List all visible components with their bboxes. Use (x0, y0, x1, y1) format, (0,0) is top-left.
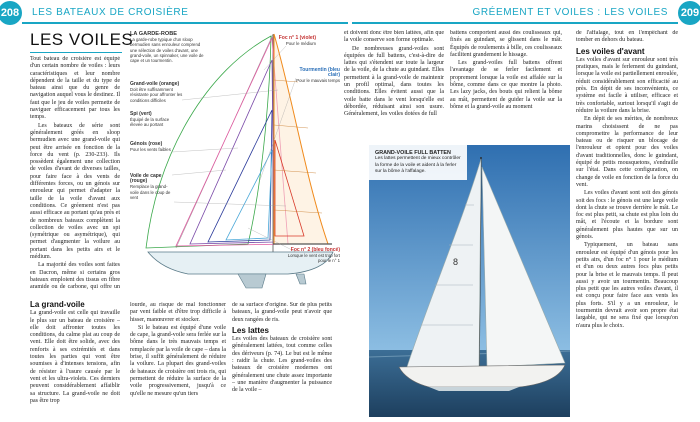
callout-text: Les lattes permettent de mieux contrôler la forme de la voile et aident à la ferler sur la bôme à l'affalage. (375, 156, 461, 174)
text-column-5 (450, 30, 562, 140)
label-foc-1 (278, 36, 316, 46)
label-title: Foc n° 1 (violet) (278, 35, 316, 41)
paragraph: Les voiles des bateaux de croisière sont généralement lattées, tout comme celles des dériveurs (p. 74). Le but est le même : raidir la chute. Les grand-voiles des bateaux de croisière modernes ont généralement une chute assez importante – une manière d'augmenter la puissance de la voile – (232, 336, 332, 394)
sailboat-photo (369, 145, 570, 417)
paragraph: La majorité des voiles sont faites en Dacron, même si certains gros bateaux emploient des tissus en fibre aramide ou de carbone, qui offre un (30, 262, 120, 290)
mainsail-outline (274, 34, 328, 244)
page-number-left: 208 (0, 1, 22, 25)
label-tourmentin (296, 68, 340, 84)
running-head-right: GRÉEMENT ET VOILES : LES VOILES (472, 7, 668, 18)
label-desc: Équipé de la surface élevée au portant (130, 117, 170, 128)
paragraph: Les voiles d'avant sur enrouleur sont très pratiques, mais le ferlement du guindant, lorsque la voile est partiellement enroulée, réduit considérablement son efficacité au près. En dépit de ses inconvénients, ce système est facile à utiliser, efficace et très confortable, surtout lorsqu'il s'agit de réduire la voilure dans la brise. (576, 56, 678, 114)
paragraph: Typiquement, un bateau sans enrouleur est équipé d'un génois pour les petits airs, d'un foc n° 1 pour le médium et d'un ou deux autres focs plus petits pour la brise et le mauvais temps. Il peut aussi y avoir un tourmentin. Beaucoup plus petit que les autres voiles d'avant, il est conçu pour faire face aux vents les plus forts. S'il y a un enrouleur, le tourmentin devrait avoir son propre étai largable, qui ne sera fixé que lorsqu'on n'aura plus le choix. (576, 242, 678, 329)
title-rule (30, 52, 122, 53)
label-title: Tourmentin (bleu clair) (299, 67, 340, 79)
paragraph: En dépit de ses mérites, de nombreux marins choisissent de ne pas compromettre la performance de leur bateau ou de risquer un blocage de l'enrouleur et optent pour des voiles d'avant traditionnelles, donc le guindant, équipé de petits mousquetons, s'endraille sur l'étai. Dans cette configuration, on change de voile en fonction de la force du vent. (576, 116, 678, 188)
paragraph: De nombreuses grand-voiles sont équipées de full battens, c'est-à-dire de lattes qui s'étendent sur toute la largeur de la voile, de la chute au guindant. Elles permettent à la grand-voile de maintenir un profil optimal, dans toutes les conditions. Elles évitent aussi que la voile batte dans le vent lorsqu'elle est débordée, réduisant ainsi son usure. Généralement, les voiles dotées de full (344, 45, 444, 118)
label-desc: Doit être suffisamment résistante pour affronter les conditions difficiles (130, 87, 183, 103)
section-heading-lattes: Les lattes (232, 325, 269, 335)
diagram-heading-block (130, 32, 208, 63)
label-desc: Remplace la grand-voile dans le coup de vent (130, 184, 171, 200)
svg-text:8: 8 (453, 257, 459, 267)
label-title: Spi (vert) (130, 111, 152, 117)
diagram-heading: LA GARDE-ROBE (130, 31, 178, 37)
label-genois (130, 142, 174, 152)
label-desc: Pour le mauvais temps (296, 78, 340, 84)
paragraph: Les grand-voiles full battens offrent l'avantage de se ferler facilement et proprement lorsque la voile est affalée sur la bôme, comme dans ce que montre la photo. Les lazy jacks, des bouts qui relient la bôme au mât, permettent de guider la voile sur la bôme et la grand-voile au moment (450, 60, 562, 110)
section-heading-voiles-avant: Les voiles d'avant (576, 46, 645, 56)
text-column-3-bottom (232, 302, 332, 420)
paragraph: La grand-voile est celle qui travaille le plus sur un bateau de croisière – elle doit affronter toutes les conditions, du calme plat au coup de vent. Elle doit être solide, avec des renforts à ses extrémités et dans toutes les parties qui vont être soumises à d'intenses tensions, afin de résister à l'usure causée par le vent et les ultra-violets. Ces derniers peuvent considérablement affaiblir sa structure. La grand-voile ne doit pas être trop (30, 310, 120, 404)
diagram-intro: La garde-robe typique d'un sloop bermudien sans enrouleur comprend une sélection de voiles d'avant, une grand-voile, un spinnaker, une voile de cape et un tourmentin. (130, 37, 204, 64)
paragraph: Les bateaux de série sont généralement gréés en sloop bermudien avec une grand-voile qui peut être arrisée en fonction de la force du vent (p. 230-233). Ils possèdent également une collection de voiles d'avant de diverses tailles, pour faire face à des vents de différentes forces, ou un génois sur enrouleur qui permet d'adapter la taille de la voile d'avant aux conditions. Ce gréement n'est pas aussi efficace au portant qu'au près et de nombreux bateaux complètent la collection de voiles avec un spi (symétrique ou asymétrique), qui permet d'augmenter la voilure au portant dans les petits airs et le médium. (30, 122, 120, 261)
text-column-2-bottom (130, 302, 226, 420)
page-title: LES VOILES (30, 30, 134, 49)
text-column-6 (576, 30, 678, 418)
running-head-left: LES BATEAUX DE CROISIÈRE (32, 7, 189, 18)
label-grand-voile (130, 82, 184, 103)
sail-wardrobe-diagram (128, 30, 343, 292)
label-voile-de-cape (130, 174, 174, 200)
photo-callout (369, 145, 467, 180)
paragraph: Si le bateau est équipé d'une voile de cape, la grand-voile sera ferlée sur la bôme dans le très mauvais temps et remplacée par la voile de cape – dans la brise, il suffit généralement de réduire la voilure. La plupart des grand-voiles de bateaux de croisière ont trois ris, qui permettent de réduire la surface de la voile progressivement, jusqu'à ce qu'elle ne mesure qu'un tiers (130, 324, 226, 397)
paragraph: et doivent donc être bien lattées, afin que la voile conserve son forme optimale. (344, 30, 444, 44)
text-column-4 (344, 30, 444, 140)
label-title: Grand-voile (orange) (130, 81, 180, 87)
sailboat-photo-svg (369, 145, 570, 417)
rudder (296, 274, 306, 284)
page-header (0, 0, 700, 26)
storm-jib-outline (226, 150, 272, 240)
text-column-1-bottom (30, 298, 120, 420)
header-rule-left (22, 22, 348, 24)
label-title: Voile de cape (rouge) (130, 173, 162, 185)
label-foc-2 (278, 248, 340, 264)
jib-1-outline (190, 60, 274, 244)
callout-title: GRAND-VOILE FULL BATTEN (375, 150, 451, 156)
label-desc: Pour les vents faibles (130, 147, 171, 153)
paragraph: de l'affalage, tout en l'empêchant de tomber en dehors du bateau. (576, 30, 678, 44)
paragraph: lourde, au risque de mal fonctionner par vent faible et d'être trop difficile à hisser, manœuvrer et stocker. (130, 302, 226, 323)
keel (238, 274, 266, 288)
label-spi (130, 112, 174, 128)
paragraph: Tout bateau de croisière est équipé d'un certain nombre de voiles : leurs caractéristiques et leur nombre dépendent de la taille et du type de bateau ainsi que du genre de navigation auquel vous le destinez. Il faut que le jeu de voiles permette de naviguer efficacement par tous les temps. (30, 56, 120, 121)
label-desc: Pour le médium (285, 41, 316, 47)
section-heading-grand-voile: La grand-voile (30, 300, 85, 309)
jib-2-outline (208, 110, 272, 242)
label-desc: Lorsque le vent est trop fort pour le n° 1 (287, 253, 340, 264)
label-title: Foc n° 2 (bleu foncé) (290, 247, 340, 253)
paragraph: de sa surface d'origine. Sur de plus petits bateaux, la grand-voile peut n'avoir que deux rangées de ris. (232, 302, 332, 323)
page-number-right: 209 (678, 1, 700, 25)
label-title: Génois (rose) (130, 141, 163, 147)
text-column-1 (30, 56, 120, 290)
paragraph: Les voiles d'avant sont soit des génois soit des focs : le génois est une large voile dont la chute se trouve derrière le mât. Le foc est plus petit, sa chute est plus loin du mât, et l'écoute et la bordure sont généralement plus hautes que sur un génois. (576, 190, 678, 241)
header-rule-right (352, 22, 678, 24)
paragraph: battens comportent aussi des coulisseaux qui, fixés au guindant, se glissent dans le mât. Équipés de roulements à bille, ces coulisseaux facilitent grandement le hissage. (450, 30, 562, 58)
